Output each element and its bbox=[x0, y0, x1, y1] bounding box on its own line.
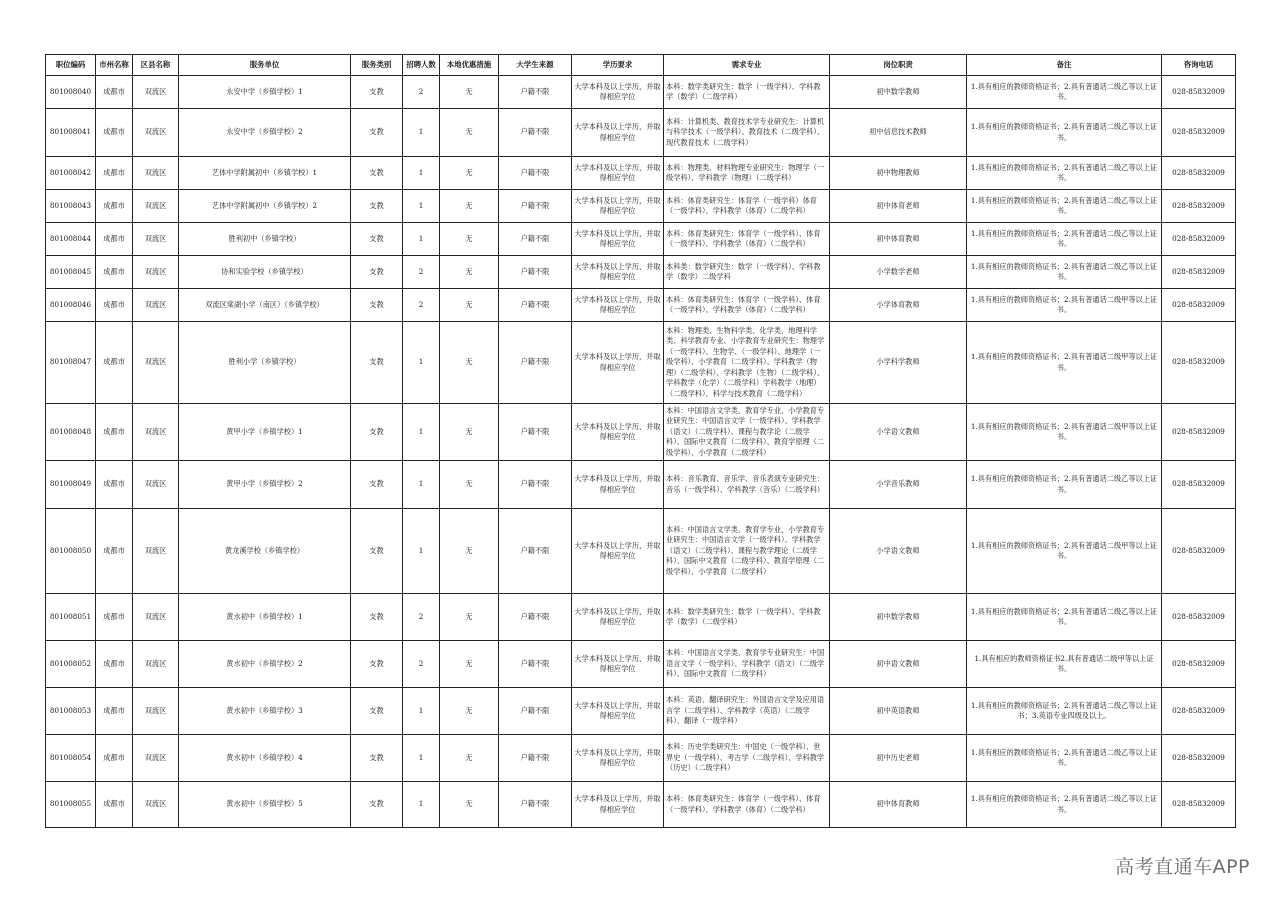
cell-major: 本科：中国语言文学类、教育学专业研究生：中国语言文学（一级学科）、学科教学（语文）（二级学科）、国际中文教育（二级学科） bbox=[664, 641, 830, 688]
cell-local-policy: 无 bbox=[440, 735, 499, 782]
cell-duty: 小学语文教师 bbox=[830, 509, 967, 594]
cell-city: 成都市 bbox=[96, 190, 133, 223]
cell-unit: 艺体中学附属初中（乡镇学校）1 bbox=[179, 157, 351, 190]
cell-category: 支教 bbox=[351, 109, 403, 157]
header-job-code: 职位编码 bbox=[46, 55, 96, 76]
table-row bbox=[46, 76, 1236, 109]
cell-source: 户籍不限 bbox=[499, 735, 572, 782]
cell-phone: 028-85832009 bbox=[1162, 641, 1236, 688]
cell-job-code: 801008040 bbox=[46, 76, 96, 109]
table-row bbox=[46, 509, 1236, 594]
cell-phone: 028-85832009 bbox=[1162, 289, 1236, 322]
table-row bbox=[46, 782, 1236, 828]
cell-education: 大学本科及以上学历，并取得相应学位 bbox=[572, 76, 664, 109]
cell-category: 支教 bbox=[351, 190, 403, 223]
cell-job-code: 801008054 bbox=[46, 735, 96, 782]
cell-duty: 小学科学教师 bbox=[830, 322, 967, 404]
header-source: 大学生来源 bbox=[499, 55, 572, 76]
cell-source: 户籍不限 bbox=[499, 256, 572, 289]
header-count: 招聘人数 bbox=[403, 55, 440, 76]
cell-source: 户籍不限 bbox=[499, 109, 572, 157]
table-row bbox=[46, 256, 1236, 289]
cell-phone: 028-85832009 bbox=[1162, 461, 1236, 509]
cell-count: 2 bbox=[403, 289, 440, 322]
cell-education: 大学本科及以上学历，并取得相应学位 bbox=[572, 735, 664, 782]
cell-count: 1 bbox=[403, 157, 440, 190]
cell-city: 成都市 bbox=[96, 688, 133, 735]
cell-city: 成都市 bbox=[96, 322, 133, 404]
table-row bbox=[46, 735, 1236, 782]
cell-local-policy: 无 bbox=[440, 404, 499, 461]
cell-education: 大学本科及以上学历，并取得相应学位 bbox=[572, 256, 664, 289]
cell-major: 本科：体育类研究生：体育学（一级学科）、体育（一级学科）、学科教学（体育）（二级学科） bbox=[664, 223, 830, 256]
cell-category: 支教 bbox=[351, 594, 403, 641]
cell-county: 双流区 bbox=[133, 322, 179, 404]
cell-count: 1 bbox=[403, 688, 440, 735]
cell-city: 成都市 bbox=[96, 594, 133, 641]
cell-note: 1.具有相应的教师资格证书；2.具有普通话二级甲等以上证书。 bbox=[967, 322, 1162, 404]
cell-source: 户籍不限 bbox=[499, 289, 572, 322]
cell-phone: 028-85832009 bbox=[1162, 594, 1236, 641]
table-row bbox=[46, 322, 1236, 404]
cell-category: 支教 bbox=[351, 289, 403, 322]
cell-local-policy: 无 bbox=[440, 509, 499, 594]
cell-job-code: 801008053 bbox=[46, 688, 96, 735]
watermark: 高考直通车APP bbox=[1115, 856, 1250, 878]
header-education: 学历要求 bbox=[572, 55, 664, 76]
cell-duty: 初中信息技术教师 bbox=[830, 109, 967, 157]
cell-education: 大学本科及以上学历，并取得相应学位 bbox=[572, 157, 664, 190]
table-row bbox=[46, 688, 1236, 735]
cell-count: 2 bbox=[403, 594, 440, 641]
cell-category: 支教 bbox=[351, 782, 403, 828]
cell-county: 双流区 bbox=[133, 190, 179, 223]
cell-unit: 协和实验学校（乡镇学校） bbox=[179, 256, 351, 289]
cell-education: 大学本科及以上学历，并取得相应学位 bbox=[572, 404, 664, 461]
cell-note: 1.具有相应的教师资格证书；2.具有普通话二级甲等以上证书。 bbox=[967, 404, 1162, 461]
cell-county: 双流区 bbox=[133, 461, 179, 509]
cell-job-code: 801008047 bbox=[46, 322, 96, 404]
cell-education: 大学本科及以上学历，并取得相应学位 bbox=[572, 190, 664, 223]
cell-note: 1.具有相应的教师资格证书；2.具有普通话二级乙等以上证书。 bbox=[967, 461, 1162, 509]
header-local-policy: 本地优惠措施 bbox=[440, 55, 499, 76]
cell-unit: 黄水初中（乡镇学校）4 bbox=[179, 735, 351, 782]
cell-major: 本科：中国语言文学类、教育学专业、小学教育专业研究生：中国语言文学（一级学科）、学科教学（语文）（二级学科）、课程与教学理论（二级学科）、国际中文教育（二级学科）、教育学原理（二级学科）、小学教育（二级学科） bbox=[664, 509, 830, 594]
cell-category: 支教 bbox=[351, 223, 403, 256]
cell-local-policy: 无 bbox=[440, 157, 499, 190]
table-row bbox=[46, 404, 1236, 461]
cell-duty: 初中体育教师 bbox=[830, 782, 967, 828]
cell-duty: 初中数学教师 bbox=[830, 76, 967, 109]
cell-duty: 初中物理教师 bbox=[830, 157, 967, 190]
header-duty: 岗位职责 bbox=[830, 55, 967, 76]
cell-phone: 028-85832009 bbox=[1162, 782, 1236, 828]
table-row bbox=[46, 157, 1236, 190]
table-body bbox=[46, 76, 1236, 828]
header-county: 区县名称 bbox=[133, 55, 179, 76]
cell-note: 1.具有相应的教师资格证书；2.具有普通话二级乙等以上证书。 bbox=[967, 109, 1162, 157]
cell-category: 支教 bbox=[351, 461, 403, 509]
cell-local-policy: 无 bbox=[440, 322, 499, 404]
cell-job-code: 801008043 bbox=[46, 190, 96, 223]
cell-major: 本科：中国语言文学类、教育学专业、小学教育专业研究生：中国语言文学（一级学科）、学科教学（语文）（二级学科）、课程与教学论（二级学科）、国际中文教育（二级学科）、教育学原理（二级学科）、小学教育（二级学科） bbox=[664, 404, 830, 461]
cell-city: 成都市 bbox=[96, 256, 133, 289]
cell-category: 支教 bbox=[351, 157, 403, 190]
cell-note: 1.具有相应的教师资格证书；2.具有普通话二级乙等以上证书。 bbox=[967, 782, 1162, 828]
cell-county: 双流区 bbox=[133, 109, 179, 157]
cell-job-code: 801008048 bbox=[46, 404, 96, 461]
cell-note: 1.具有相应的教师资格证书；2.具有普通话二级乙等以上证书；3.英语专业四级及以上。 bbox=[967, 688, 1162, 735]
cell-job-code: 801008042 bbox=[46, 157, 96, 190]
cell-major: 本科：物理类、生物科学类、化学类、地理科学类、科学教育专业、小学教育专业研究生：物理学（一级学科）、生物学、（一级学科）、地理学（一级学科）、小学教育（二级学科）、学科教学（物理）（二级学科）、学科教学（生物）（二级学科）、学科教学（化学）（二级学科）学科教学（地理）（二级学科）、科学与技术教育（二级学科） bbox=[664, 322, 830, 404]
cell-count: 1 bbox=[403, 223, 440, 256]
cell-local-policy: 无 bbox=[440, 688, 499, 735]
cell-county: 双流区 bbox=[133, 289, 179, 322]
header-city: 市州名称 bbox=[96, 55, 133, 76]
cell-category: 支教 bbox=[351, 735, 403, 782]
cell-source: 户籍不限 bbox=[499, 688, 572, 735]
cell-city: 成都市 bbox=[96, 289, 133, 322]
cell-duty: 初中历史老师 bbox=[830, 735, 967, 782]
cell-phone: 028-85832009 bbox=[1162, 688, 1236, 735]
cell-major: 本科：体育类研究生：体育学（一级学科）、体育（一级学科）、学科教学（体育）（二级学科） bbox=[664, 782, 830, 828]
cell-major: 本科：音乐教育、音乐学、音乐表演专业研究生：音乐（一级学科）、学科教学（音乐）（二级学科） bbox=[664, 461, 830, 509]
cell-count: 1 bbox=[403, 404, 440, 461]
cell-unit: 胜利初中（乡镇学校） bbox=[179, 223, 351, 256]
cell-local-policy: 无 bbox=[440, 461, 499, 509]
cell-phone: 028-85832009 bbox=[1162, 109, 1236, 157]
cell-duty: 初中语文教师 bbox=[830, 641, 967, 688]
cell-count: 1 bbox=[403, 735, 440, 782]
cell-major: 本科：历史学类研究生：中国史（一级学科）、世界史（一级学科）、考古学（二级学科）、学科教学（历史）（二级学科） bbox=[664, 735, 830, 782]
cell-duty: 初中体育教师 bbox=[830, 223, 967, 256]
cell-duty: 小学语文教师 bbox=[830, 404, 967, 461]
cell-count: 1 bbox=[403, 322, 440, 404]
cell-major: 本科：计算机类、教育技术学专业研究生：计算机与科学技术（一级学科）、教育技术（二级学科）、现代教育技术（二级学科） bbox=[664, 109, 830, 157]
cell-count: 1 bbox=[403, 109, 440, 157]
cell-source: 户籍不限 bbox=[499, 641, 572, 688]
cell-major: 本科：物理类、材料物理专业研究生：物理学（一级学科）、学科教学（物理）（二级学科） bbox=[664, 157, 830, 190]
cell-category: 支教 bbox=[351, 509, 403, 594]
table-row bbox=[46, 109, 1236, 157]
cell-major: 本科：数学类研究生：数学（一级学科）、学科教学（数学）（二级学科） bbox=[664, 76, 830, 109]
cell-education: 大学本科及以上学历，并取得相应学位 bbox=[572, 509, 664, 594]
cell-note: 1.具有相应的教师资格证书；2.具有普通话二级乙等以上证书。 bbox=[967, 735, 1162, 782]
cell-phone: 028-85832009 bbox=[1162, 157, 1236, 190]
cell-county: 双流区 bbox=[133, 157, 179, 190]
cell-unit: 黄水初中（乡镇学校）5 bbox=[179, 782, 351, 828]
cell-unit: 黄龙溪学校（乡镇学校） bbox=[179, 509, 351, 594]
table-row bbox=[46, 594, 1236, 641]
cell-city: 成都市 bbox=[96, 509, 133, 594]
cell-county: 双流区 bbox=[133, 735, 179, 782]
cell-county: 双流区 bbox=[133, 594, 179, 641]
cell-education: 大学本科及以上学历，并取得相应学位 bbox=[572, 289, 664, 322]
cell-major: 本科：数学类研究生：数学（一级学科）、学科教学（数学）（二级学科） bbox=[664, 594, 830, 641]
cell-unit: 黄水初中（乡镇学校）2 bbox=[179, 641, 351, 688]
cell-duty: 初中体育老师 bbox=[830, 190, 967, 223]
cell-source: 户籍不限 bbox=[499, 76, 572, 109]
table-row bbox=[46, 289, 1236, 322]
cell-county: 双流区 bbox=[133, 256, 179, 289]
cell-category: 支教 bbox=[351, 76, 403, 109]
cell-phone: 028-85832009 bbox=[1162, 76, 1236, 109]
cell-duty: 初中数学教师 bbox=[830, 594, 967, 641]
cell-category: 支教 bbox=[351, 641, 403, 688]
cell-job-code: 801008044 bbox=[46, 223, 96, 256]
cell-unit: 艺体中学附属初中（乡镇学校）2 bbox=[179, 190, 351, 223]
cell-duty: 小学音乐教师 bbox=[830, 461, 967, 509]
cell-category: 支教 bbox=[351, 322, 403, 404]
cell-county: 双流区 bbox=[133, 223, 179, 256]
cell-count: 2 bbox=[403, 76, 440, 109]
cell-phone: 028-85832009 bbox=[1162, 322, 1236, 404]
cell-local-policy: 无 bbox=[440, 256, 499, 289]
table-row bbox=[46, 223, 1236, 256]
cell-count: 2 bbox=[403, 641, 440, 688]
cell-city: 成都市 bbox=[96, 404, 133, 461]
table-header-row bbox=[46, 55, 1236, 76]
cell-education: 大学本科及以上学历，并取得相应学位 bbox=[572, 322, 664, 404]
cell-phone: 028-85832009 bbox=[1162, 404, 1236, 461]
cell-note: 1.具有相应的教师资格证书；2.具有普通话二级乙等以上证书。 bbox=[967, 223, 1162, 256]
cell-city: 成都市 bbox=[96, 109, 133, 157]
table-row bbox=[46, 461, 1236, 509]
cell-source: 户籍不限 bbox=[499, 594, 572, 641]
cell-education: 大学本科及以上学历，并取得相应学位 bbox=[572, 688, 664, 735]
cell-source: 户籍不限 bbox=[499, 782, 572, 828]
cell-major: 本科：体育类研究生：体育学（一级学科）体育（一级学科）、学科教学（体育）（二级学科） bbox=[664, 190, 830, 223]
cell-phone: 028-85832009 bbox=[1162, 735, 1236, 782]
cell-duty: 初中英语教师 bbox=[830, 688, 967, 735]
cell-city: 成都市 bbox=[96, 76, 133, 109]
cell-county: 双流区 bbox=[133, 782, 179, 828]
cell-education: 大学本科及以上学历，并取得相应学位 bbox=[572, 782, 664, 828]
cell-local-policy: 无 bbox=[440, 223, 499, 256]
cell-phone: 028-85832009 bbox=[1162, 223, 1236, 256]
cell-job-code: 801008055 bbox=[46, 782, 96, 828]
cell-city: 成都市 bbox=[96, 223, 133, 256]
cell-note: 1.具有相应的教师资格证书2.具有普通话二级甲等以上证书。 bbox=[967, 641, 1162, 688]
cell-job-code: 801008049 bbox=[46, 461, 96, 509]
cell-source: 户籍不限 bbox=[499, 157, 572, 190]
cell-note: 1.具有相应的教师资格证书；2.具有普通话二级乙等以上证书。 bbox=[967, 190, 1162, 223]
cell-duty: 小学体育教师 bbox=[830, 289, 967, 322]
cell-unit: 胜利小学（乡镇学校） bbox=[179, 322, 351, 404]
cell-job-code: 801008051 bbox=[46, 594, 96, 641]
cell-count: 1 bbox=[403, 190, 440, 223]
cell-city: 成都市 bbox=[96, 782, 133, 828]
cell-county: 双流区 bbox=[133, 509, 179, 594]
cell-count: 1 bbox=[403, 782, 440, 828]
cell-phone: 028-85832009 bbox=[1162, 190, 1236, 223]
cell-job-code: 801008046 bbox=[46, 289, 96, 322]
cell-note: 1.具有相应的教师资格证书；2.具有普通话二级乙等以上证书。 bbox=[967, 594, 1162, 641]
cell-job-code: 801008052 bbox=[46, 641, 96, 688]
cell-city: 成都市 bbox=[96, 735, 133, 782]
cell-major: 本科：英语、翻译研究生：外国语言文学及应用语言学（二级学科）、学科教学（英语）（二级学科）、翻译（一级学科） bbox=[664, 688, 830, 735]
cell-local-policy: 无 bbox=[440, 641, 499, 688]
table-row bbox=[46, 641, 1236, 688]
cell-county: 双流区 bbox=[133, 641, 179, 688]
cell-note: 1.具有相应的教师资格证书；2.具有普通话二级乙等以上证书。 bbox=[967, 76, 1162, 109]
cell-count: 2 bbox=[403, 256, 440, 289]
cell-education: 大学本科及以上学历，并取得相应学位 bbox=[572, 594, 664, 641]
cell-source: 户籍不限 bbox=[499, 223, 572, 256]
cell-local-policy: 无 bbox=[440, 109, 499, 157]
cell-source: 户籍不限 bbox=[499, 190, 572, 223]
cell-unit: 黄甲小学（乡镇学校）1 bbox=[179, 404, 351, 461]
header-category: 服务类别 bbox=[351, 55, 403, 76]
cell-source: 户籍不限 bbox=[499, 509, 572, 594]
cell-note: 1.具有相应的教师资格证书；2.具有普通话二级乙等以上证书。 bbox=[967, 157, 1162, 190]
cell-local-policy: 无 bbox=[440, 289, 499, 322]
cell-unit: 黄水初中（乡镇学校）1 bbox=[179, 594, 351, 641]
cell-local-policy: 无 bbox=[440, 76, 499, 109]
cell-major: 本科：体育类研究生：体育学（一级学科）、体育（一级学科）、学科教学（体育）（二级学科） bbox=[664, 289, 830, 322]
cell-note: 1.具有相应的教师资格证书；2.具有普通话二级甲等以上证书。 bbox=[967, 509, 1162, 594]
cell-source: 户籍不限 bbox=[499, 461, 572, 509]
cell-count: 1 bbox=[403, 509, 440, 594]
header-unit: 服务单位 bbox=[179, 55, 351, 76]
cell-local-policy: 无 bbox=[440, 782, 499, 828]
cell-local-policy: 无 bbox=[440, 190, 499, 223]
cell-note: 1.具有相应的教师资格证书；2.具有普通话二级甲等以上证书。 bbox=[967, 289, 1162, 322]
cell-category: 支教 bbox=[351, 688, 403, 735]
table-row bbox=[46, 190, 1236, 223]
cell-count: 1 bbox=[403, 461, 440, 509]
cell-unit: 黄水初中（乡镇学校）3 bbox=[179, 688, 351, 735]
recruitment-table bbox=[45, 54, 1236, 828]
cell-county: 双流区 bbox=[133, 404, 179, 461]
cell-unit: 永安中学（乡镇学校）1 bbox=[179, 76, 351, 109]
cell-category: 支教 bbox=[351, 404, 403, 461]
cell-job-code: 801008041 bbox=[46, 109, 96, 157]
cell-source: 户籍不限 bbox=[499, 404, 572, 461]
cell-local-policy: 无 bbox=[440, 594, 499, 641]
cell-job-code: 801008050 bbox=[46, 509, 96, 594]
header-phone: 咨询电话 bbox=[1162, 55, 1236, 76]
cell-job-code: 801008045 bbox=[46, 256, 96, 289]
cell-city: 成都市 bbox=[96, 641, 133, 688]
cell-unit: 双流区棠湖小学（南区）（乡镇学校） bbox=[179, 289, 351, 322]
cell-education: 大学本科及以上学历，并取得相应学位 bbox=[572, 461, 664, 509]
cell-phone: 028-85832009 bbox=[1162, 509, 1236, 594]
header-major: 需求专业 bbox=[664, 55, 830, 76]
cell-phone: 028-85832009 bbox=[1162, 256, 1236, 289]
cell-note: 1.具有相应的教师资格证书；2.具有普通话二级乙等以上证书。 bbox=[967, 256, 1162, 289]
cell-category: 支教 bbox=[351, 256, 403, 289]
cell-unit: 永安中学（乡镇学校）2 bbox=[179, 109, 351, 157]
cell-education: 大学本科及以上学历，并取得相应学位 bbox=[572, 109, 664, 157]
cell-city: 成都市 bbox=[96, 461, 133, 509]
cell-major: 本科类：数学研究生：数学（一级学科）、学科教学（数学）二级学科 bbox=[664, 256, 830, 289]
header-note: 备注 bbox=[967, 55, 1162, 76]
cell-county: 双流区 bbox=[133, 76, 179, 109]
cell-city: 成都市 bbox=[96, 157, 133, 190]
cell-education: 大学本科及以上学历，并取得相应学位 bbox=[572, 223, 664, 256]
cell-county: 双流区 bbox=[133, 688, 179, 735]
cell-education: 大学本科及以上学历，并取得相应学位 bbox=[572, 641, 664, 688]
cell-duty: 小学数学老师 bbox=[830, 256, 967, 289]
cell-unit: 黄甲小学（乡镇学校）2 bbox=[179, 461, 351, 509]
cell-source: 户籍不限 bbox=[499, 322, 572, 404]
